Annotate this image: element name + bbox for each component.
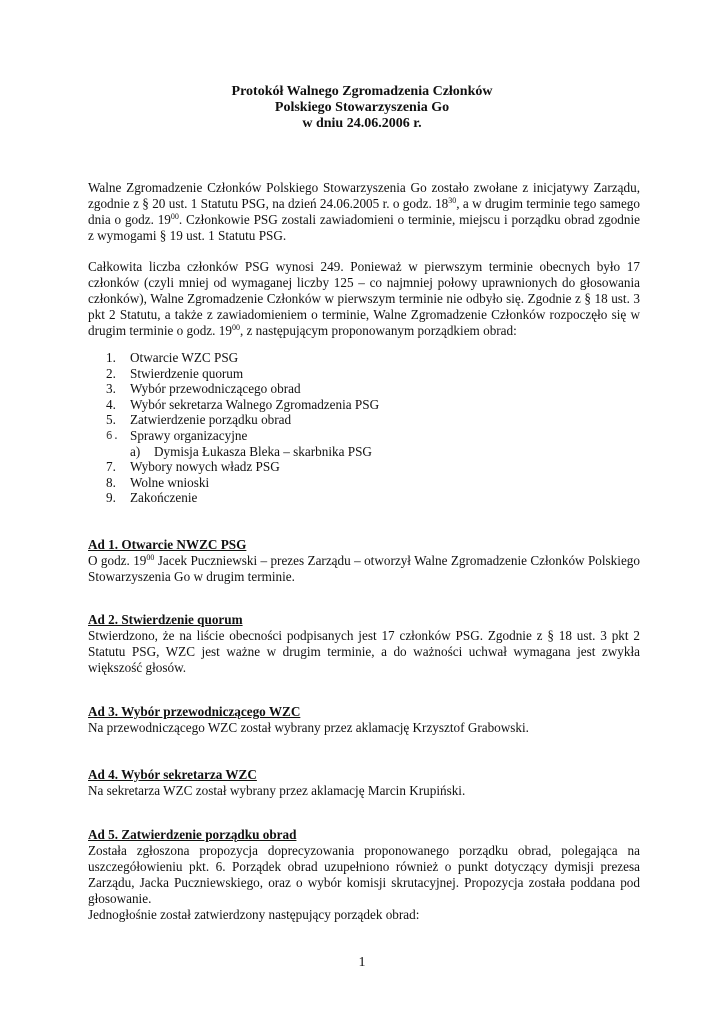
section-text-ad2: Stwierdzono, że na liście obecności podpisanych jest 17 członków PSG. Zgodnie z § 18 ust. 3 pkt 2 Statutu PSG, WZC jest ważne w drugim terminie, a do ważności uchwał wymagana jest zwykła większość głosów. [88, 628, 640, 675]
intro-paragraph-1: Walne Zgromadzenie Członków Polskiego Stowarzyszenia Go zostało zwołane z inicjatywy Zarządu, zgodnie z § 20 ust. 1 Statutu PSG, na dzień 24.06.2005 r. o godz. $18^{30}$, a w drugim terminie tego samego dnia o godz. $19^{00}$. Członkowie PSG zostali zawiadomieni o terminie, miejscu i porządku obrad zgodnie z wymogami § 19 ust. 1 Statutu PSG. [88, 180, 640, 243]
page-number: 1 [358, 955, 366, 970]
section-heading-ad5: Ad 5. Zatwierdzenie porządku obrad [88, 827, 297, 842]
section-heading-ad1: Ad 1. Otwarcie NWZC PSG [88, 537, 247, 552]
agenda-subitem: a) Dymisja Łukasza Bleka – skarbnika PSG [130, 443, 372, 459]
section-text-ad4: Na sekretarza WZC został wybrany przez aklamację Marcin Krupiński. [88, 783, 466, 798]
section-text-ad5-conclusion: Jednogłośnie został zatwierdzony następujący porządek obrad: [88, 907, 420, 922]
agenda-item: 4. Wybór sekretarza Walnego Zgromadzenia PSG [106, 396, 380, 412]
agenda-item: 6. Sprawy organizacyjne [106, 427, 248, 443]
superscript: 30 [448, 196, 457, 205]
agenda-item: 7. Wybory nowych władz PSG [106, 459, 280, 475]
agenda-list [106, 350, 379, 506]
title-line-1: Protokół Walnego Zgromadzenia Członków [231, 84, 493, 99]
agenda-item: 2. Stwierdzenie quorum [106, 365, 244, 381]
section-heading-ad3: Ad 3. Wybór przewodniczącego WZC [88, 704, 301, 719]
title-line-3: w dniu 24.06.2006 r. [302, 116, 422, 131]
agenda-item: 9. Zakończenie [106, 490, 198, 506]
section-text-ad3: Na przewodniczącego WZC został wybrany przez aklamację Krzysztof Grabowski. [88, 720, 529, 735]
document-title [0, 84, 724, 132]
agenda-item: 8. Wolne wnioski [106, 474, 210, 490]
title-line-2: Polskiego Stowarzyszenia Go [274, 100, 450, 115]
agenda-item: 1. Otwarcie WZC PSG [106, 350, 239, 365]
section-text-ad1: O godz. $19^{00}$ Jacek Puczniewski – prezes Zarządu – otworzył Walne Zgromadzenie Członków Polskiego Stowarzyszenia Go w drugim terminie. [88, 553, 640, 584]
superscript: 00 [231, 323, 240, 332]
section-text-ad5: Została zgłoszona propozycja doprecyzowania proponowanego porządku obrad, polegająca na uszczegółowieniu pkt. 6. Porządek obrad uzupełniono również o punkt dotyczący dymisji prezesa Zarządu, Jacka Puczniewskiego, oraz o wybór komisji skrutacyjnej. Propozycja została poddana pod głosowanie. [88, 843, 640, 906]
section-heading-ad2: Ad 2. Stwierdzenie quorum [88, 612, 243, 627]
intro-paragraph-2: Całkowita liczba członków PSG wynosi 249. Ponieważ w pierwszym terminie obecnych było 17 członków (czyli mniej od wymaganej liczby 125 – co najmniej połowy uprawnionych do głosowania członków), Walne Zgromadzenie Członków w pierwszym terminie nie odbyło się. Zgodnie z § 18 ust. 3 pkt 2 Statutu, a także z zawiadomieniem o terminie, Walne Zgromadzenie Członków rozpoczęło się w drugim terminie o godz. $19^{00}$, z następującym proponowanym porządkiem obrad: [88, 259, 640, 338]
agenda-item: 5. Zatwierdzenie porządku obrad [106, 412, 292, 428]
section-heading-ad4: Ad 4. Wybór sekretarza WZC [88, 767, 257, 782]
agenda-item: 3. Wybór przewodniczącego obrad [106, 381, 301, 397]
superscript: 00 [170, 212, 179, 221]
superscript: 00 [146, 553, 155, 562]
